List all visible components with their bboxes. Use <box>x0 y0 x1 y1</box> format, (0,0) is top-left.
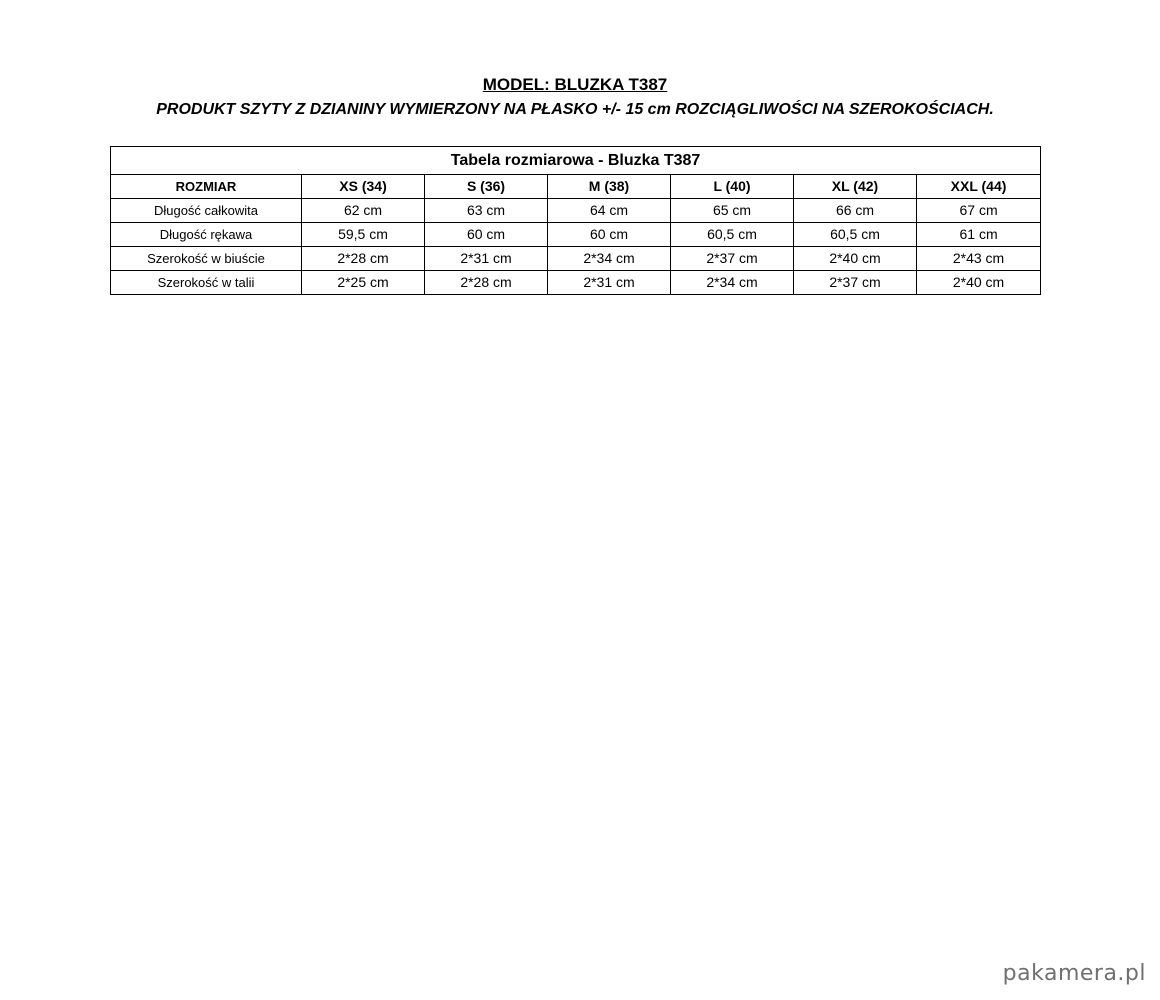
table-cell: 60,5 cm <box>794 223 917 247</box>
column-header-xxl: XXL (44) <box>917 175 1041 199</box>
table-cell: 2*28 cm <box>302 247 425 271</box>
table-cell: 60,5 cm <box>671 223 794 247</box>
table-cell: 61 cm <box>917 223 1041 247</box>
table-caption: Tabela rozmiarowa - Bluzka T387 <box>111 147 1041 175</box>
table-cell: 65 cm <box>671 199 794 223</box>
watermark-logo: pakamera.pl <box>1002 961 1146 986</box>
table-cell: 2*37 cm <box>794 271 917 295</box>
page-subtitle: PRODUKT SZYTY Z DZIANINY WYMIERZONY NA PŁASKO +/- 15 cm ROZCIĄGLIWOŚCI NA SZEROKOŚCIACH. <box>156 101 994 118</box>
table-cell: 60 cm <box>548 223 671 247</box>
table-row <box>111 223 1041 247</box>
table-cell: 62 cm <box>302 199 425 223</box>
row-label: Długość rękawa <box>111 223 302 247</box>
table-cell: 2*40 cm <box>917 271 1041 295</box>
column-header-xl: XL (42) <box>794 175 917 199</box>
table-cell: 2*43 cm <box>917 247 1041 271</box>
table-cell: 2*40 cm <box>794 247 917 271</box>
table-cell: 2*31 cm <box>548 271 671 295</box>
row-label: Szerokość w talii <box>111 271 302 295</box>
table-row <box>111 247 1041 271</box>
table-cell: 2*34 cm <box>671 271 794 295</box>
column-header-m: M (38) <box>548 175 671 199</box>
table-cell: 66 cm <box>794 199 917 223</box>
table-cell: 63 cm <box>425 199 548 223</box>
column-header-s: S (36) <box>425 175 548 199</box>
column-header-l: L (40) <box>671 175 794 199</box>
table-cell: 64 cm <box>548 199 671 223</box>
table-cell: 60 cm <box>425 223 548 247</box>
table-caption-row <box>111 147 1041 175</box>
table-cell: 2*34 cm <box>548 247 671 271</box>
column-header-rozmiar: ROZMIAR <box>111 175 302 199</box>
size-table <box>110 146 1041 295</box>
table-cell: 59,5 cm <box>302 223 425 247</box>
table-cell: 2*31 cm <box>425 247 548 271</box>
page-title: MODEL: BLUZKA T387 <box>482 75 668 94</box>
table-cell: 2*28 cm <box>425 271 548 295</box>
column-header-xs: XS (34) <box>302 175 425 199</box>
table-row <box>111 199 1041 223</box>
table-row <box>111 271 1041 295</box>
row-label: Długość całkowita <box>111 199 302 223</box>
table-cell: 2*25 cm <box>302 271 425 295</box>
row-label: Szerokość w biuście <box>111 247 302 271</box>
table-header-row <box>111 175 1041 199</box>
table-cell: 67 cm <box>917 199 1041 223</box>
table-cell: 2*37 cm <box>671 247 794 271</box>
